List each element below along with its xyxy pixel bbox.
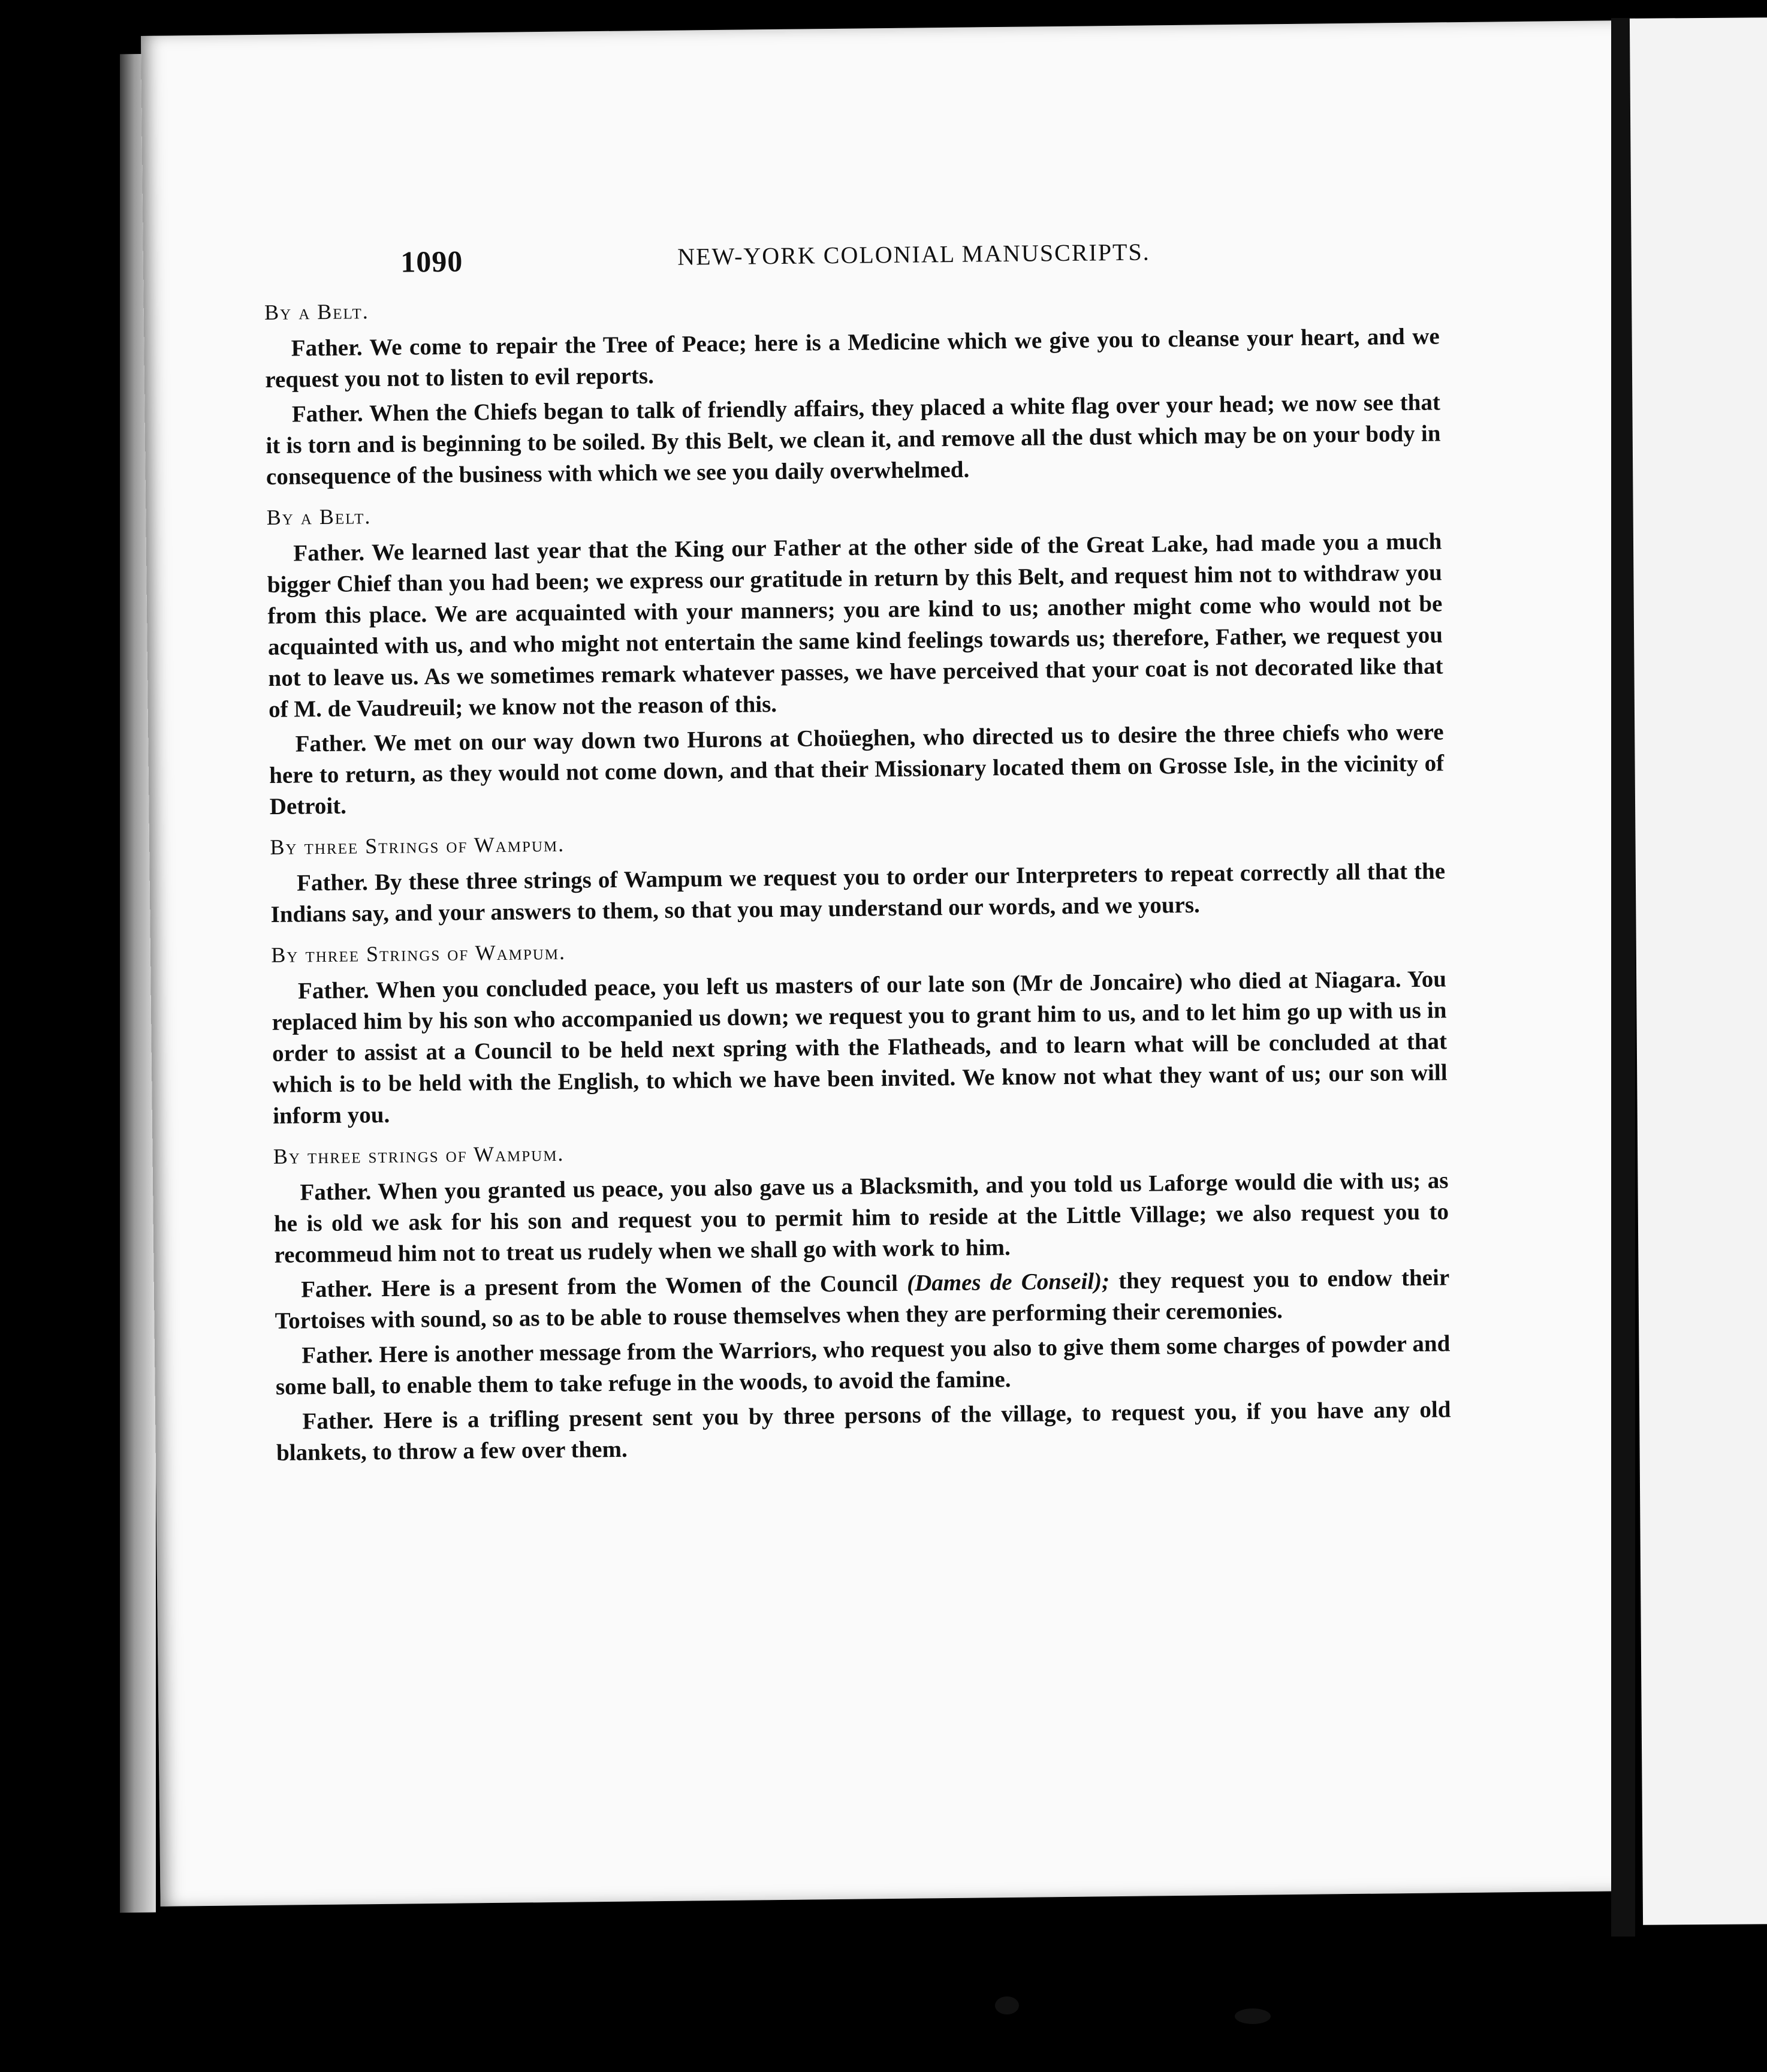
paragraph: Father. When you concluded peace, you left us masters of our late son (Mr de Joncaire) who died at Niagara. You replaced him by his son who accompanied us down; we request you to grant him to us, and to let him go up with us in order to assist at a Council to be held next spring with the Flatheads, and to learn what will be concluded at that which is to be held with the English, to which we have been invited. We know not what they want of us; our son will inform you. (272, 966, 1448, 1129)
section-heading: By three Strings of Wampum. (270, 832, 565, 859)
section-heading: By three Strings of Wampum. (271, 939, 566, 967)
paragraph: Father. Here is a trifling present sent you by three persons of the village, to request you, if you have any old blankets, to throw a few over them. (276, 1396, 1451, 1466)
section-heading: By a Belt. (264, 299, 370, 324)
paragraph: Father. By these three strings of Wampum we request you to order our Interpreters to repeat correctly all that the Indians say, and your answers to them, so that you may understand our words, and we yours. (270, 858, 1446, 927)
section-heading: By a Belt. (266, 504, 372, 529)
scan-speck (995, 1996, 1019, 2014)
italic-phrase: (Dames de Conseil); (906, 1268, 1110, 1296)
paragraph: Father. We met on our way down two Hurons at Choüeghen, who directed us to desire the three chiefs who were here to return, as they would not come down, and that their Missionary located them on Grosse Isle, in the vicinity of Detroit. (269, 719, 1445, 820)
page-number: 1090 (400, 244, 463, 279)
paragraph: Father. We come to repair the Tree of Peace; here is a Medicine which we give you to cleanse your heart, and we request you not to listen to evil reports. (265, 323, 1440, 393)
women-council-paragraph (275, 1262, 1450, 1337)
section-1 (264, 287, 1441, 493)
scan-speck (1235, 2008, 1271, 2024)
paragraph: Father. Here is another message from the Warriors, who request you also to give them some charges of powder and some ball, to enable them to take refuge in the woods, to avoid the famine. (275, 1330, 1451, 1400)
section-3 (270, 822, 1446, 930)
paragraph-text: Father. Here is a present from the Women of the Council (301, 1270, 907, 1303)
page-text (264, 233, 1451, 1472)
facing-page-edge (1630, 17, 1767, 1925)
section-heading: By three strings of Wampum. (273, 1141, 565, 1168)
paragraph: Father. When the Chiefs began to talk of friendly affairs, they placed a white flag over your head; we now see that it is torn and is beginning to be soiled. By this Belt, we clean it, and remove all the dust which may be on your body in consequence of the business with which we see you daily overwhelmed. (266, 389, 1441, 490)
section-4 (271, 930, 1448, 1132)
section-2 (267, 492, 1445, 822)
page-title: NEW-YORK COLONIAL MANUSCRIPTS. (677, 238, 1150, 270)
section-5 (273, 1131, 1452, 1468)
paragraph: Father. When you granted us peace, you also gave us a Blacksmith, and you told us Laforge would die with us; as he is old we ask for his son and request you to permit him to reside at the Little Village; we also request you to recommeud him not to treat us rudely when we shall go with work to him. (273, 1167, 1449, 1268)
paragraph: Father. We learned last year that the King our Father at the other side of the Great Lake, had made you a much bigger Chief than you had been; we express our gratitude in return by this Belt, and request him not to withdraw you from this place. We are acquainted with your manners; you are kind to us; another might come who would not be acquainted with us, and who might not entertain the same kind feelings towards us; therefore, Father, we request you not to leave us. As we sometimes remark whatever passes, we have perceived that your coat is not decorated like that of M. de Vaudreuil; we know not the reason of this. (267, 528, 1443, 722)
paragraph-text: they request you to endow their Tortoises with sound, so as to be able to rouse themselves when they are performing their ceremonies. (275, 1264, 1450, 1334)
